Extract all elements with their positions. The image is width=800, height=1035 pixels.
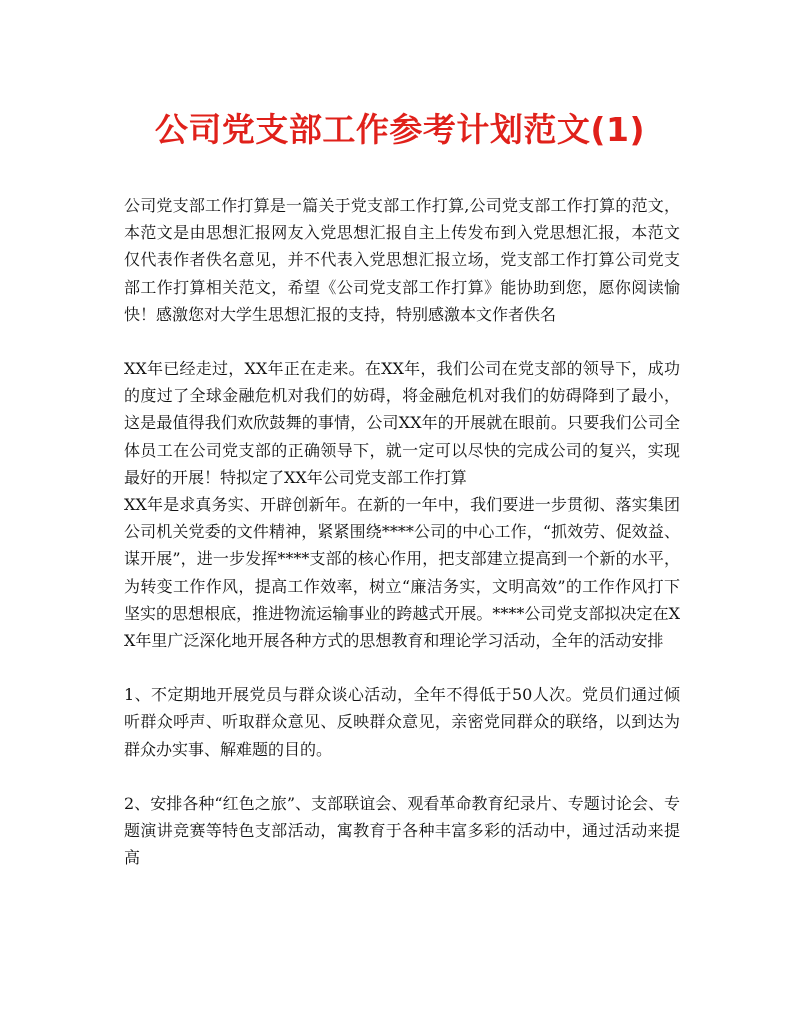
paragraph-spacer <box>124 763 680 790</box>
paragraph-intro: 公司党支部工作打算是一篇关于党支部工作打算,公司党支部工作打算的范文，本范文是由思想汇报网友入党思想汇报自主上传发布到入党思想汇报，本范文仅代表作者佚名意见，并不代表入党思想汇报立场，党支部工作打算公司党支部工作打算相关范文，希望《公司党支部工作打算》能协助到您，愿你阅读愉快！感激您对大学生思想汇报的支持，特别感激本文作者佚名 <box>124 196 680 324</box>
paragraph-spacer <box>124 328 680 355</box>
paragraph-review: XX年已经走过，XX年正在走来。在XX年，我们公司在党支部的领导下，成功的度过了全球金融危机对我们的妨碍，将金融危机对我们的妨碍降到了最小，这是最值得我们欢欣鼓舞的事情，公司XX年的开展就在眼前。只要我们公司全体员工在公司党支部的正确领导下，就一定可以尽快的完成公司的复兴，实现最好的开展！特拟定了XX年公司党支部工作打算 <box>124 359 680 487</box>
paragraph-item-2: 2、安排各种“红色之旅”、支部联谊会、观看革命教育纪录片、专题讨论会、专题演讲竞赛等特色支部活动，寓教育于各种丰富多彩的活动中，通过活动来提高 <box>124 793 680 868</box>
paragraph-item-1: 1、不定期地开展党员与群众谈心活动，全年不得低于50人次。党员们通过倾听群众呼声、听取群众意见、反映群众意见，亲密党同群众的联络，以到达为群众办实事、解难题的目的。 <box>124 685 680 759</box>
paragraph-goals: XX年是求真务实、开辟创新年。在新的一年中，我们要进一步贯彻、落实集团公司机关党委的文件精神，紧紧围绕****公司的中心工作，“抓效劳、促效益、谋开展”，进一步发挥****支部的核心作用，把支部建立提高到一个新的水平，为转变工作作风，提高工作效率，树立“廉洁务实，文明高效”的工作作风打下坚实的思想根底，推进物流运输事业的跨越式开展。****公司党支部拟决定在XX年里广泛深化地开展各种方式的思想教育和理论学习活动，全年的活动安排 <box>124 495 680 651</box>
document-title: 公司党支部工作参考计划范文(1) <box>154 110 646 149</box>
document-body <box>124 192 680 871</box>
paragraph-spacer <box>124 654 680 681</box>
